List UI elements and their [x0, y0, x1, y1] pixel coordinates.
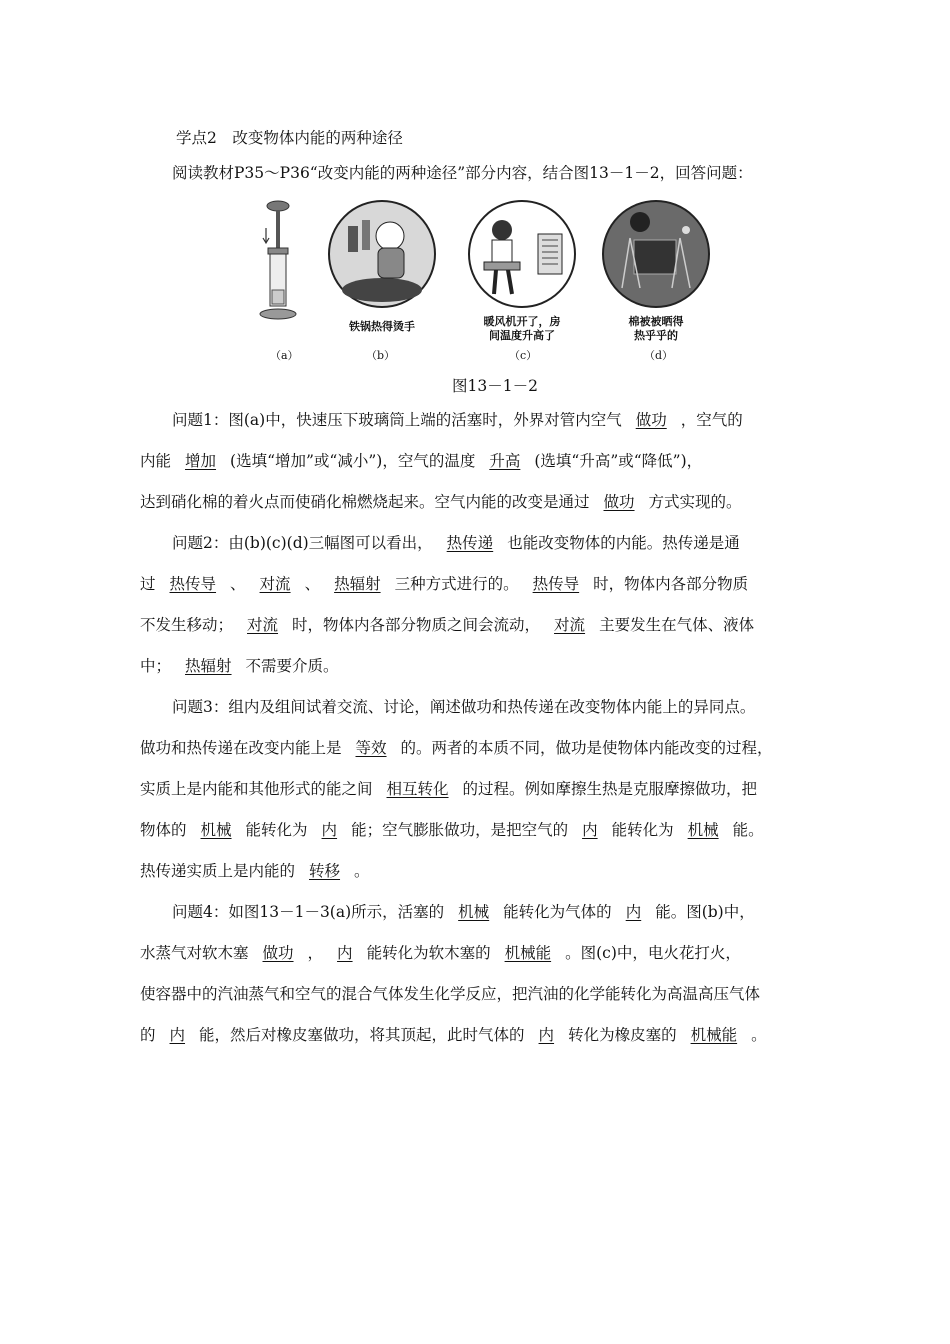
text-run: 的。两者的本质不同，做功是使物体内能改变的过程， [400, 739, 773, 757]
text-run: 不需要介质。 [245, 657, 339, 675]
text-line [140, 1023, 767, 1047]
answer-blank: 机械 [458, 903, 490, 921]
answer-blank: 机械 [200, 821, 232, 839]
answer-blank: 对流 [554, 616, 586, 634]
text-line [140, 777, 757, 801]
text-run: 问题4：如图13－1－3(a)所示，活塞的 [172, 903, 445, 921]
text-run: 。图(c)中，电火花打火， [565, 944, 741, 962]
figure-a-pump-illustration [258, 198, 298, 324]
figure-c-label: （c） [509, 349, 538, 362]
figure-title: 图13－1－2 [452, 377, 538, 395]
answer-blank: 内 [538, 1026, 555, 1044]
answer-blank: 升高 [489, 452, 521, 470]
figure-c-heater-illustration [466, 198, 578, 310]
text-run: 能转化为气体的 [503, 903, 612, 921]
section-heading: 学点2 改变物体内能的两种途径 [176, 129, 403, 147]
text-run: 能；空气膨胀做功，是把空气的 [351, 821, 569, 839]
text-line [140, 982, 760, 1006]
figure-d-caption-line1: 棉被被晒得 [628, 315, 684, 328]
answer-blank: 热辐射 [334, 575, 381, 593]
text-line [140, 613, 754, 637]
text-line [140, 941, 741, 965]
answer-blank: 做功 [603, 493, 635, 511]
answer-blank: 机械 [687, 821, 719, 839]
text-run: 能转化为 [611, 821, 674, 839]
answer-blank: 热传递 [446, 534, 494, 552]
text-run: 物体的 [140, 821, 187, 839]
figure-b-hot-pan-illustration [326, 198, 438, 310]
text-run: 使容器中的汽油蒸气和空气的混合气体发生化学反应，把汽油的化学能转化为高温高压气体 [140, 985, 761, 1003]
answer-blank: 对流 [259, 575, 291, 593]
text-line [172, 408, 743, 432]
figure-c-caption-line1: 暖风机开了，房 [483, 315, 561, 328]
text-run: 中； [140, 657, 172, 675]
answer-blank: 内 [321, 821, 338, 839]
text-run: 能转化为软木塞的 [366, 944, 491, 962]
text-run: ，空气的 [680, 411, 743, 429]
answer-blank: 相互转化 [386, 780, 449, 798]
answer-blank: 热传导 [169, 575, 217, 593]
text-run: 、 [304, 575, 321, 593]
text-run: 能。 [732, 821, 764, 839]
text-run: 过 [140, 575, 156, 593]
text-run: (选填“升高”或“降低”)， [534, 452, 703, 470]
text-line [172, 695, 755, 719]
text-run: 的 [140, 1026, 156, 1044]
text-run: 。 [751, 1026, 767, 1044]
text-line [140, 859, 370, 883]
text-run: 时，物体内各部分物质之间会流动， [292, 616, 541, 634]
answer-blank: 等效 [355, 739, 387, 757]
answer-blank: 热辐射 [185, 657, 232, 675]
text-run: 、 [230, 575, 246, 593]
text-line [172, 531, 740, 555]
text-run: ， [307, 944, 324, 962]
figure-a-label: （a） [270, 349, 299, 362]
text-line [140, 818, 764, 842]
figure-c-caption-line2: 间温度升高了 [489, 329, 555, 342]
text-run: 。 [354, 862, 370, 880]
figure-d-sun-quilt-illustration [600, 198, 712, 310]
text-run: 问题3：组内及组间试着交流、讨论，阐述做功和热传递在改变物体内能上的异同点。 [172, 698, 756, 716]
text-run: 热传递实质上是内能的 [140, 862, 296, 880]
text-run: 问题1：图(a)中，快速压下玻璃筒上端的活塞时，外界对管内空气 [172, 411, 622, 429]
figure-b-caption: 铁锅热得烫手 [349, 320, 415, 333]
answer-blank: 内 [169, 1026, 186, 1044]
figure-b-label: （b） [366, 349, 396, 362]
text-run: (选填“增加”或“减小”)，空气的温度 [230, 452, 476, 470]
text-run: 做功和热传递在改变内能上是 [140, 739, 342, 757]
text-line [140, 449, 702, 473]
text-line [172, 900, 755, 924]
answer-blank: 对流 [247, 616, 279, 634]
text-run: 方式实现的。 [648, 493, 742, 511]
figure-d-caption-line2: 热乎乎的 [634, 329, 678, 342]
text-run: 能，然后对橡皮塞做功，将其顶起，此时气体的 [199, 1026, 525, 1044]
text-run: 的过程。例如摩擦生热是克服摩擦做功，把 [462, 780, 758, 798]
text-run: 能转化为 [245, 821, 308, 839]
text-run: 主要发生在气体、液体 [599, 616, 755, 634]
text-run: 转化为橡皮塞的 [568, 1026, 677, 1044]
text-run: 三种方式进行的。 [394, 575, 519, 593]
text-run: 时，物体内各部分物质 [593, 575, 749, 593]
text-run: 达到硝化棉的着火点而使硝化棉燃烧起来。空气内能的改变是通过 [140, 493, 590, 511]
intro-text: 阅读教材P35～P36“改变内能的两种途径”部分内容，结合图13－1－2，回答问题： [172, 164, 753, 182]
text-run: 不发生移动； [140, 616, 234, 634]
answer-blank: 做功 [635, 411, 667, 429]
text-line [140, 490, 742, 514]
text-run: 问题2：由(b)(c)(d)三幅图可以看出， [172, 534, 433, 552]
answer-blank: 机械能 [690, 1026, 738, 1044]
text-run: 内能 [140, 452, 172, 470]
figure-d-label: （d） [644, 349, 674, 362]
answer-blank: 增加 [185, 452, 217, 470]
text-run: 能。图(b)中， [655, 903, 755, 921]
text-run: 水蒸气对软木塞 [140, 944, 249, 962]
text-run: 也能改变物体的内能。热传递是通 [507, 534, 740, 552]
answer-blank: 内 [337, 944, 353, 962]
text-line [140, 736, 773, 760]
answer-blank: 机械能 [504, 944, 552, 962]
text-line [140, 572, 748, 596]
text-run: 实质上是内能和其他形式的能之间 [140, 780, 373, 798]
answer-blank: 内 [582, 821, 598, 839]
answer-blank: 做功 [262, 944, 294, 962]
answer-blank: 转移 [309, 862, 341, 880]
answer-blank: 内 [625, 903, 642, 921]
answer-blank: 热传导 [532, 575, 580, 593]
text-line [140, 654, 339, 678]
